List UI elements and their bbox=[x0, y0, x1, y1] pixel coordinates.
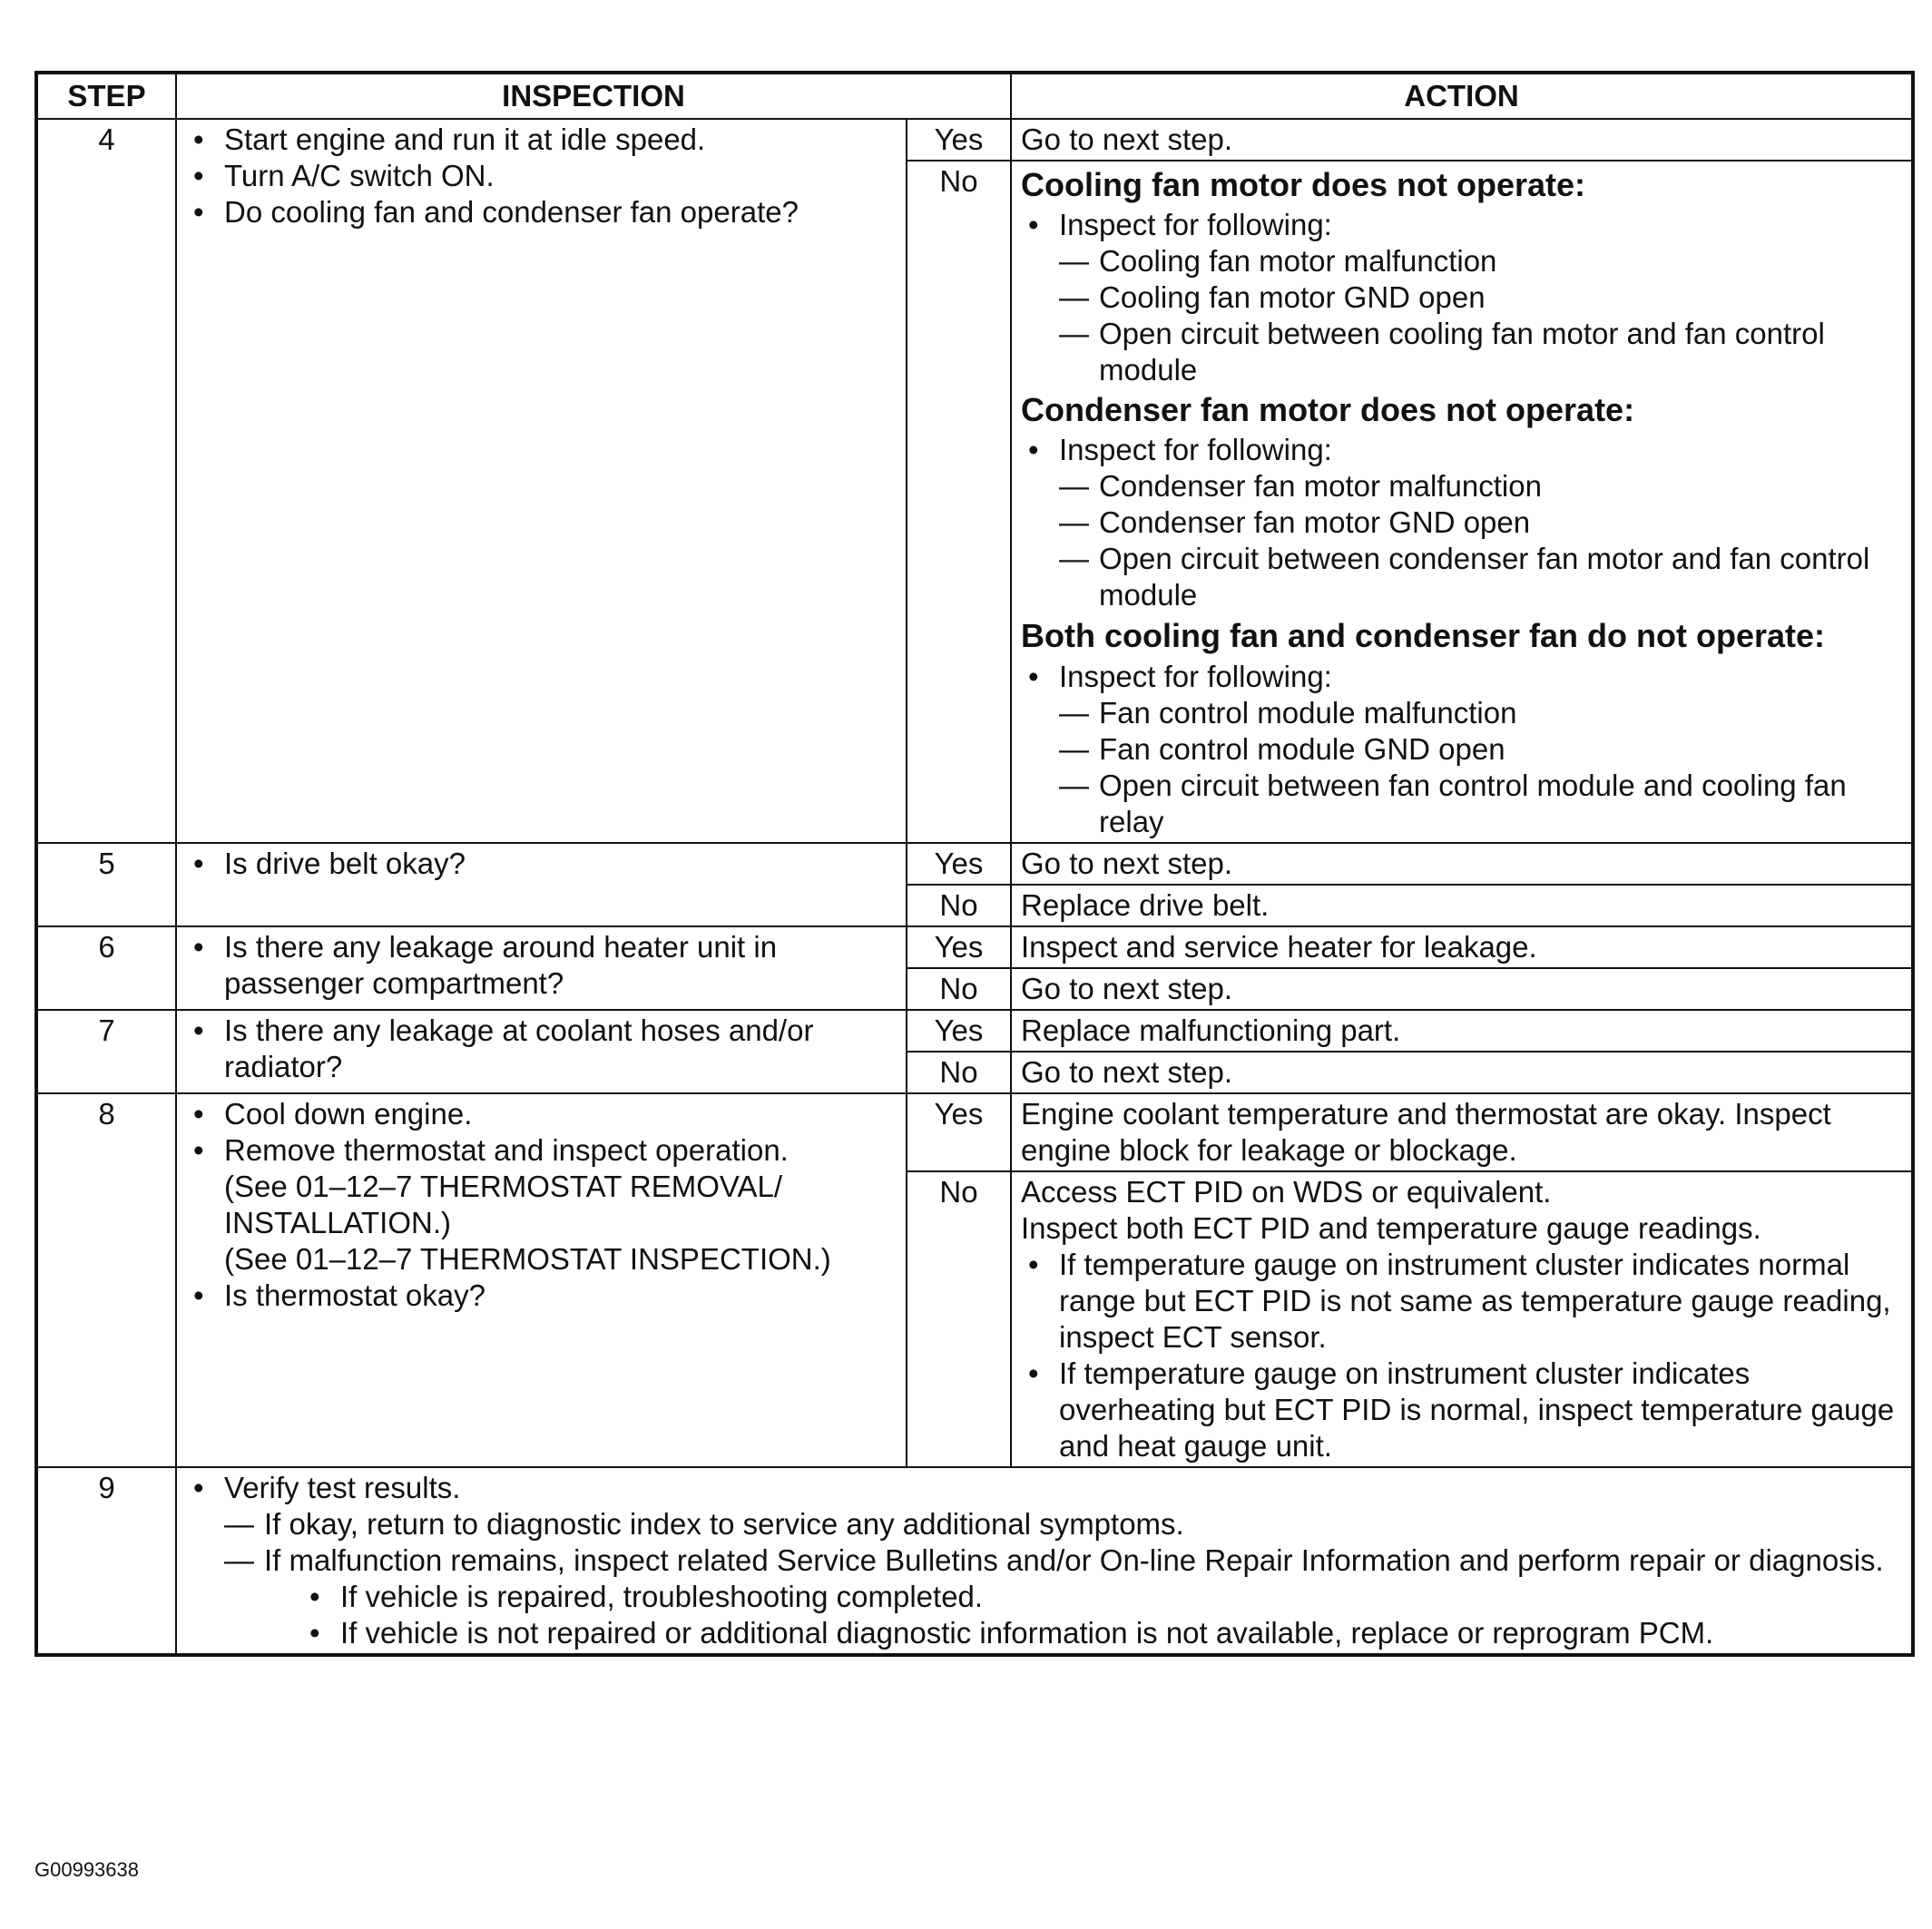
diagnostic-table bbox=[34, 71, 1915, 1657]
yes-action: Go to next step. bbox=[1011, 843, 1913, 885]
yes-action: Engine coolant temperature and thermostat are okay. Inspect engine block for leakage or blockage. bbox=[1011, 1093, 1913, 1171]
inspection-dash-item: — If okay, return to diagnostic index to service any additional symptoms. bbox=[224, 1506, 1902, 1542]
action-dash-item: — Condenser fan motor malfunction bbox=[1059, 468, 1902, 504]
inspection-column-header: INSPECTION bbox=[176, 73, 1011, 119]
inspection-bullet: • Is there any leakage around heater unit in passenger compartment? bbox=[186, 929, 897, 1002]
inspection-bullet bbox=[186, 1132, 897, 1278]
inspection-bullet: • Do cooling fan and condenser fan operate? bbox=[186, 194, 897, 230]
action-dash-item: — Open circuit between condenser fan motor and fan control module bbox=[1059, 541, 1902, 613]
no-action bbox=[1011, 161, 1913, 843]
step-5-inspection bbox=[176, 843, 907, 926]
no-action: Go to next step. bbox=[1011, 1052, 1913, 1093]
manual-reference: (See 01–12–7 THERMOSTAT REMOVAL/ INSTALLATION.) bbox=[224, 1170, 783, 1239]
action-dash-item: — Condenser fan motor GND open bbox=[1059, 504, 1902, 541]
inspection-bullet: • Is drive belt okay? bbox=[186, 846, 897, 882]
action-heading: Condenser fan motor does not operate: bbox=[1021, 391, 1635, 428]
action-dash-item: — Cooling fan motor malfunction bbox=[1059, 243, 1902, 279]
no-action bbox=[1011, 1171, 1913, 1467]
inspection-dash-item: — If malfunction remains, inspect related Service Bulletins and/or On-line Repair Information and perform repair or diagnosis. bbox=[224, 1542, 1902, 1579]
inspection-bullet: • Is thermostat okay? bbox=[186, 1278, 897, 1314]
action-bullet: • If temperature gauge on instrument cluster indicates overheating but ECT PID is normal, inspect temperature gauge and heat gauge unit. bbox=[1021, 1356, 1902, 1464]
yes-label: Yes bbox=[907, 926, 1011, 968]
inspection-bullet-text: • Remove thermostat and inspect operation. bbox=[224, 1133, 789, 1167]
inspection-sub-bullet: • If vehicle is repaired, troubleshooting completed. bbox=[302, 1579, 1902, 1615]
inspection-bullet: • Turn A/C switch ON. bbox=[186, 158, 897, 194]
action-bullet-text: Inspect for following: bbox=[1059, 433, 1332, 466]
step-number: 6 bbox=[36, 926, 176, 1010]
yes-action: Replace malfunctioning part. bbox=[1011, 1010, 1913, 1052]
no-label: No bbox=[907, 1171, 1011, 1467]
no-label: No bbox=[907, 161, 1011, 843]
action-column-header: ACTION bbox=[1011, 73, 1913, 119]
yes-label: Yes bbox=[907, 119, 1011, 161]
action-bullet bbox=[1021, 432, 1902, 613]
step-number: 8 bbox=[36, 1093, 176, 1467]
step-number: 5 bbox=[36, 843, 176, 926]
no-label: No bbox=[907, 885, 1011, 926]
inspection-bullet: • Cool down engine. bbox=[186, 1096, 897, 1132]
inspection-bullet bbox=[186, 1470, 1902, 1651]
action-bullet-text: Inspect for following: bbox=[1059, 660, 1332, 693]
step-4-yes-row bbox=[36, 119, 1913, 161]
action-dash-item: — Open circuit between cooling fan motor and fan control module bbox=[1059, 316, 1902, 388]
diagnostic-procedure-sheet bbox=[34, 71, 1911, 1657]
yes-label: Yes bbox=[907, 843, 1011, 885]
manual-reference: (See 01–12–7 THERMOSTAT INSPECTION.) bbox=[224, 1242, 831, 1276]
step-7-yes-row bbox=[36, 1010, 1913, 1052]
action-bullet bbox=[1021, 659, 1902, 840]
step-number: 9 bbox=[36, 1467, 176, 1655]
figure-id: G00993638 bbox=[34, 1858, 139, 1881]
action-dash-item: — Fan control module malfunction bbox=[1059, 695, 1902, 731]
action-dash-item: — Open circuit between fan control module and cooling fan relay bbox=[1059, 768, 1902, 840]
step-column-header: STEP bbox=[36, 73, 176, 119]
no-action: Go to next step. bbox=[1011, 968, 1913, 1010]
yes-label: Yes bbox=[907, 1010, 1011, 1052]
action-bullet bbox=[1021, 207, 1902, 388]
action-bullet-text: Inspect for following: bbox=[1059, 208, 1332, 241]
no-label: No bbox=[907, 968, 1011, 1010]
step-8-yes-row bbox=[36, 1093, 1913, 1171]
step-9-row bbox=[36, 1467, 1913, 1655]
inspection-bullet-text: Verify test results. bbox=[224, 1471, 461, 1504]
step-8-inspection bbox=[176, 1093, 907, 1467]
step-5-yes-row bbox=[36, 843, 1913, 885]
table-header-row bbox=[36, 73, 1913, 119]
action-text: Access ECT PID on WDS or equivalent. bbox=[1021, 1175, 1552, 1209]
action-heading: Cooling fan motor does not operate: bbox=[1021, 166, 1585, 203]
step-4-inspection bbox=[176, 119, 907, 843]
yes-label: Yes bbox=[907, 1093, 1011, 1171]
action-heading: Both cooling fan and condenser fan do not operate: bbox=[1021, 617, 1826, 654]
action-text: Inspect both ECT PID and temperature gauge readings. bbox=[1021, 1211, 1761, 1245]
step-number: 7 bbox=[36, 1010, 176, 1093]
step-9-inspection bbox=[176, 1467, 1913, 1655]
yes-action: Inspect and service heater for leakage. bbox=[1011, 926, 1913, 968]
yes-action: Go to next step. bbox=[1011, 119, 1913, 161]
step-6-yes-row bbox=[36, 926, 1913, 968]
inspection-bullet: • Start engine and run it at idle speed. bbox=[186, 122, 897, 158]
no-action: Replace drive belt. bbox=[1011, 885, 1913, 926]
inspection-bullet: • Is there any leakage at coolant hoses and/or radiator? bbox=[186, 1013, 897, 1085]
action-dash-item: — Fan control module GND open bbox=[1059, 731, 1902, 768]
action-dash-item: — Cooling fan motor GND open bbox=[1059, 279, 1902, 316]
no-label: No bbox=[907, 1052, 1011, 1093]
inspection-sub-bullet: • If vehicle is not repaired or additional diagnostic information is not available, replace or reprogram PCM. bbox=[302, 1615, 1902, 1651]
action-bullet: • If temperature gauge on instrument cluster indicates normal range but ECT PID is not same as temperature gauge reading, inspect ECT sensor. bbox=[1021, 1247, 1902, 1356]
step-number: 4 bbox=[36, 119, 176, 843]
step-7-inspection bbox=[176, 1010, 907, 1093]
step-6-inspection bbox=[176, 926, 907, 1010]
